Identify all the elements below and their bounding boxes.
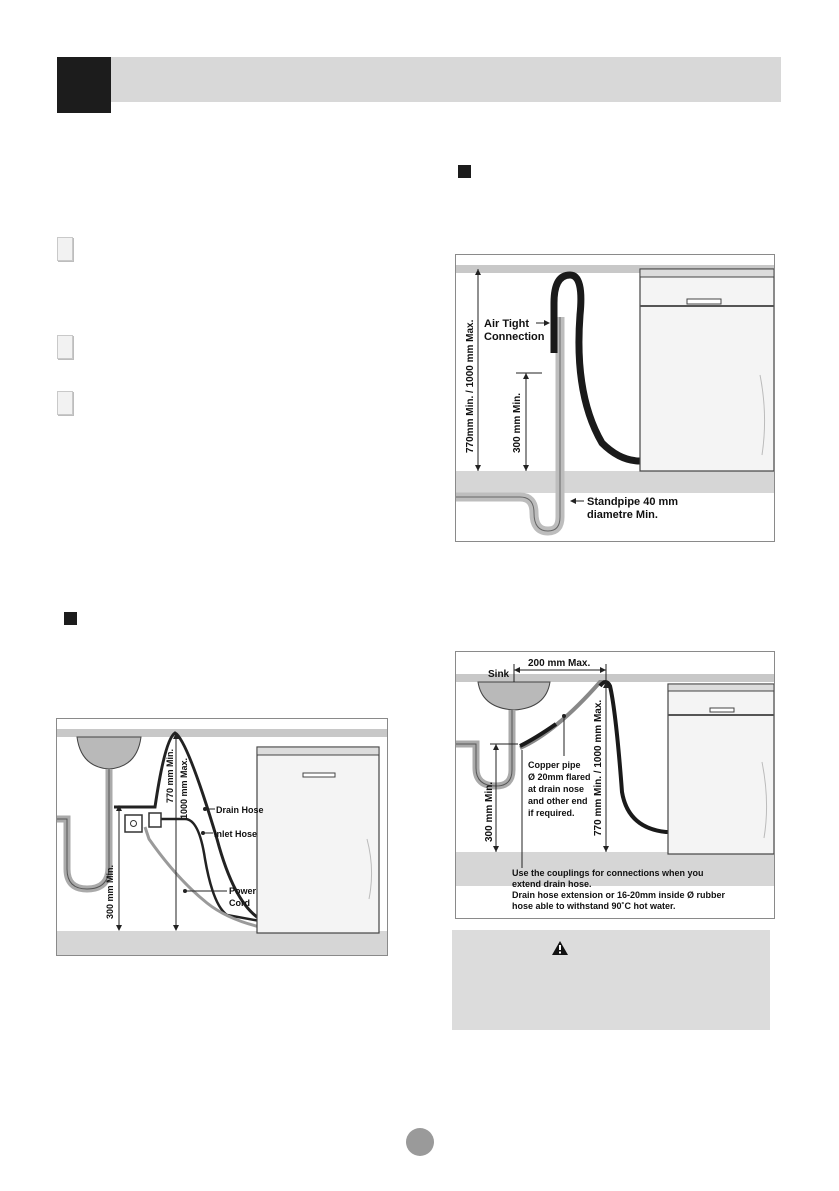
label-diametre: diametre Min. [587, 509, 658, 521]
section-header-bar [57, 57, 781, 102]
label-copper-if-required: if required. [528, 808, 575, 818]
label-connection: Connection [484, 331, 545, 343]
label-note-extend: extend drain hose. [512, 879, 592, 889]
step-marker-2 [57, 335, 73, 359]
section-number-block [57, 57, 111, 113]
label-sink: Sink [488, 669, 510, 680]
label-power: Power [229, 886, 257, 896]
page-number-circle [406, 1128, 434, 1156]
label-dim-300: 300 mm Min. [484, 781, 495, 842]
label-note-extension: Drain hose extension or 16-20mm inside Ø rubber [512, 890, 726, 900]
figure-standpipe-installation [455, 254, 775, 542]
label-dim-770-1000: 770mm Min. / 1000 mm Max. [465, 319, 476, 453]
label-inlet-hose: Inlet Hose [214, 829, 258, 839]
warning-triangle-icon [552, 941, 568, 955]
step-marker-3 [57, 391, 73, 415]
figure-drain-hose-installation [56, 718, 388, 956]
label-standpipe: Standpipe 40 mm [587, 496, 679, 508]
caution-box [452, 930, 770, 1030]
label-note-couplings: Use the couplings for connections when you [512, 868, 704, 878]
label-dim-300: 300 mm Min. [105, 864, 115, 919]
step-marker-1 [57, 237, 73, 261]
label-dim-300: 300 mm Min. [512, 392, 523, 453]
label-dim-770: 770 mm Min. [165, 748, 175, 803]
label-air-tight: Air Tight [484, 318, 530, 330]
label-copper-drain-nose: at drain nose [528, 784, 585, 794]
label-dim-770-1000: 770 mm Min. / 1000 mm Max. [593, 699, 604, 836]
figure-sink-connection [455, 651, 775, 919]
label-drain-hose: Drain Hose [216, 805, 264, 815]
label-dim-200: 200 mm Max. [528, 658, 591, 669]
section-bullet-right [458, 165, 471, 178]
label-cord: Cord [229, 898, 250, 908]
label-note-hose: hose able to withstand 90˚C hot water. [512, 901, 676, 911]
label-copper-other-end: and other end [528, 796, 588, 806]
label-copper-pipe: Copper pipe [528, 760, 581, 770]
label-copper-diameter: Ø 20mm flared [528, 772, 591, 782]
label-dim-1000: 1000 mm Max. [179, 757, 189, 819]
section-bullet-left [64, 612, 77, 625]
